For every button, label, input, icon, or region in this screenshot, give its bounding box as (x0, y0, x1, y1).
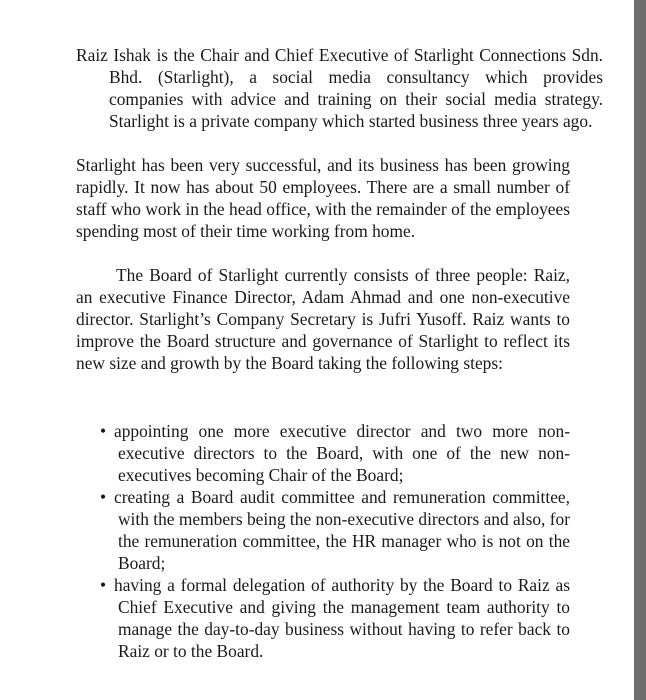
steps-list (76, 420, 570, 662)
paragraph-growth: Starlight has been very successful, and its business has been growing rapidly. It now has about 50 employees. There are a small number of staff who work in the head office, with the remainder of the employees spending most of their time working from home. (76, 155, 570, 241)
list-item (76, 420, 570, 486)
bullet-icon: • (100, 487, 107, 507)
scrollbar-edge (634, 0, 646, 700)
list-item-text: appointing one more executive director and two more non-executive directors to the Board, with one of the new non-executives becoming Chair of the Board; (114, 421, 570, 485)
paragraph-board: The Board of Starlight currently consists of three people: Raiz, an executive Finance Director, Adam Ahmad and one non-executive director. Starlight’s Company Secretary is Jufri Yusoff. Raiz wants to improve the Board structure and governance of Starlight to reflect its new size and growth by the Board taking the following steps: (76, 265, 570, 373)
list-item-text: having a formal delegation of authority by the Board to Raiz as Chief Executive and giving the management team authority to manage the day-to-day business without having to refer back to Raiz or to the Board. (114, 575, 570, 661)
list-item (76, 574, 570, 662)
paragraph-intro: Raiz Ishak is the Chair and Chief Executive of Starlight Connections Sdn. Bhd. (Starlight), a social media consultancy which provides companies with advice and training on their social media strategy. Starlight is a private company which started business three years ago. (76, 45, 603, 131)
list-item-text: creating a Board audit committee and remuneration committee, with the members being the non-executive directors and also, for the remuneration committee, the HR manager who is not on the Board; (114, 487, 571, 573)
bullet-icon: • (100, 575, 107, 595)
list-item (76, 486, 570, 574)
bullet-icon: • (100, 421, 107, 441)
